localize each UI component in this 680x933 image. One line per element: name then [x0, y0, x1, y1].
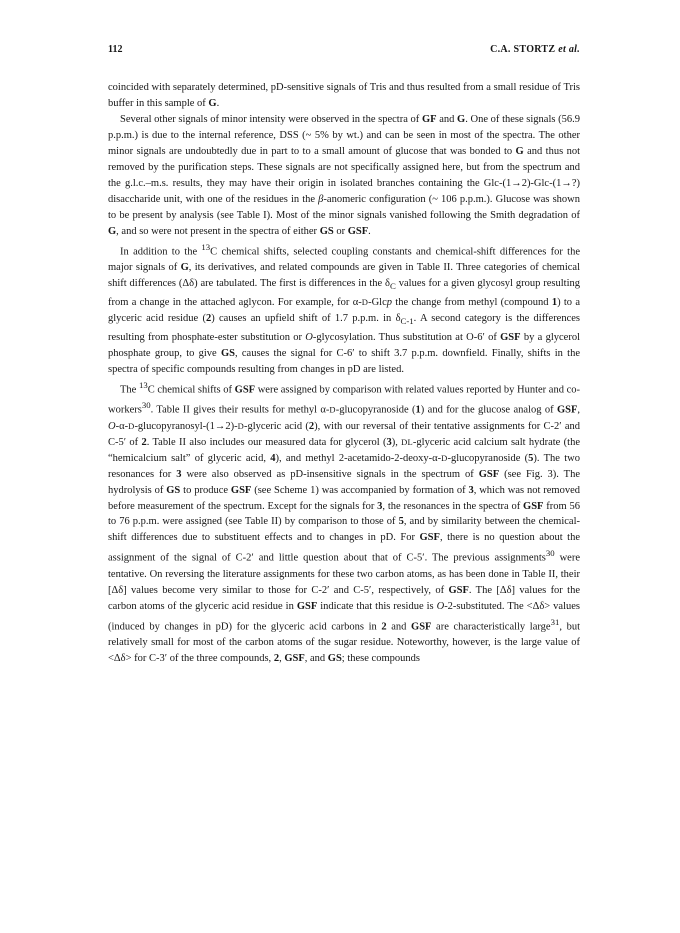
paragraph-1: coincided with separately determined, pD-sensitive signals of Tris and thus resulted from a small residue of Tris buffer in this sample of G.: [108, 82, 580, 109]
page-header: [108, 44, 580, 58]
running-head-authors: C.A. STORTZ: [490, 44, 556, 55]
page-number: 112: [108, 44, 123, 55]
running-head: [490, 44, 580, 55]
running-head-etal: et al.: [558, 44, 580, 55]
paragraph-2: Several other signals of minor intensity were observed in the spectra of GF and G. One of these signals (56.9 p.p.m.) is due to the internal reference, DSS (~ 5% by wt.) and can be seen in most of the spectra. The other minor signals are undoubtedly due in part to to a small amount of glucose that was bonded to G and thus not removed by the purification steps. These signals are not specifically assigned here, but from the spectrum and the g.l.c.–m.s. results, they may have their origin in isolated branches containing the Glc-(1→2)-Glc-(1→?) disaccharide unit, with one of the residues in the β-anomeric configuration (~ 106 p.p.m.). Glucose was shown to be present by analysis (see Table I). Most of the minor signals vanished following the Smith degradation of G, and so were not present in the spectra of either GS or GSF.: [108, 113, 581, 237]
article-body: [108, 80, 580, 667]
paragraph-4: The $^{13}$C chemical shifts of GSF were assigned by comparison with related values reported by Hunter and co-workers$^{30}$. Table II gives their results for methyl α-D-glucopyranoside (1) and for the glucose analog of GSF, O-α-D-glucopyranosyl-(1→2)-D-glyceric acid (2), with our reversal of their tentative assignments for C-2′ and C-5′ of 2. Table II also includes our measured data for glycerol (3), DL-glyceric acid calcium salt hydrate (the “hemicalcium salt” of glyceric acid, 4), and methyl 2-acetamido-2-deoxy-α-D-glucopyranoside (5). The two resonances for 3 were also observed as pD-insensitive signals in the spectrum of GSF (see Fig. 3). The hydrolysis of GS to produce GSF (see Scheme 1) was accompanied by formation of 3, which was not removed before measurement of the spectrum. Except for the signals for 3, the resonances in the spectra of GSF from 56 to 76 p.p.m. were assigned (see Table II) by comparison to those of 5, and by similarity between the chemical-shift differences due to substituent effects and to changes in pD. For GSF, there is no question about the assignment of the signal of C-2′ and little question about that of C-5′. The previous assignments$^{30}$ were tentative. On reversing the literature assignments for these two carbon atoms, as has been done in Table II, their [Δδ] values become very similar to those for C-2′ and C-5′, respectively, of GSF. The [Δδ] values for the carbon atoms of the glyceric acid residue in GSF indicate that this residue is O-2-substituted. The <Δδ> values (induced by changes in pD) for the glyceric acid carbons in 2 and GSF are characteristically large$^{31}$, but relatively small for most of the carbon atoms of the sugar residue. Noteworthy, however, is the large value of <Δδ> for C-3′ of the three compounds, 2, GSF, and GS; these compounds: [108, 379, 581, 665]
paragraph-3: In addition to the $^{13}$C chemical shifts, selected coupling constants and chemical-shift differences for the major signals of G, its derivatives, and related compounds are given in Table II. Three categories of chemical shift differences (Δδ) are tabulated. The first is differences in the $\delta_C$ values for a given glycosyl group resulting from a change in the attached aglycon. For example, for α-D-Glcp the change from methyl (compound 1) to a glyceric acid residue (2) causes an upfield shift of 1.7 p.p.m. in $\delta_{C-1}$. A second category is the differences resulting from phosphate-ester substitution or O-glycosylation. Thus substitution at O-6′ of GSF by a glycerol phosphate group, to give GS, causes the signal for C-6′ to shift 3.7 p.p.m. downfield. Finally, shifts in the spectra of specific compounds resulting from changes in pD are listed.: [108, 241, 581, 375]
